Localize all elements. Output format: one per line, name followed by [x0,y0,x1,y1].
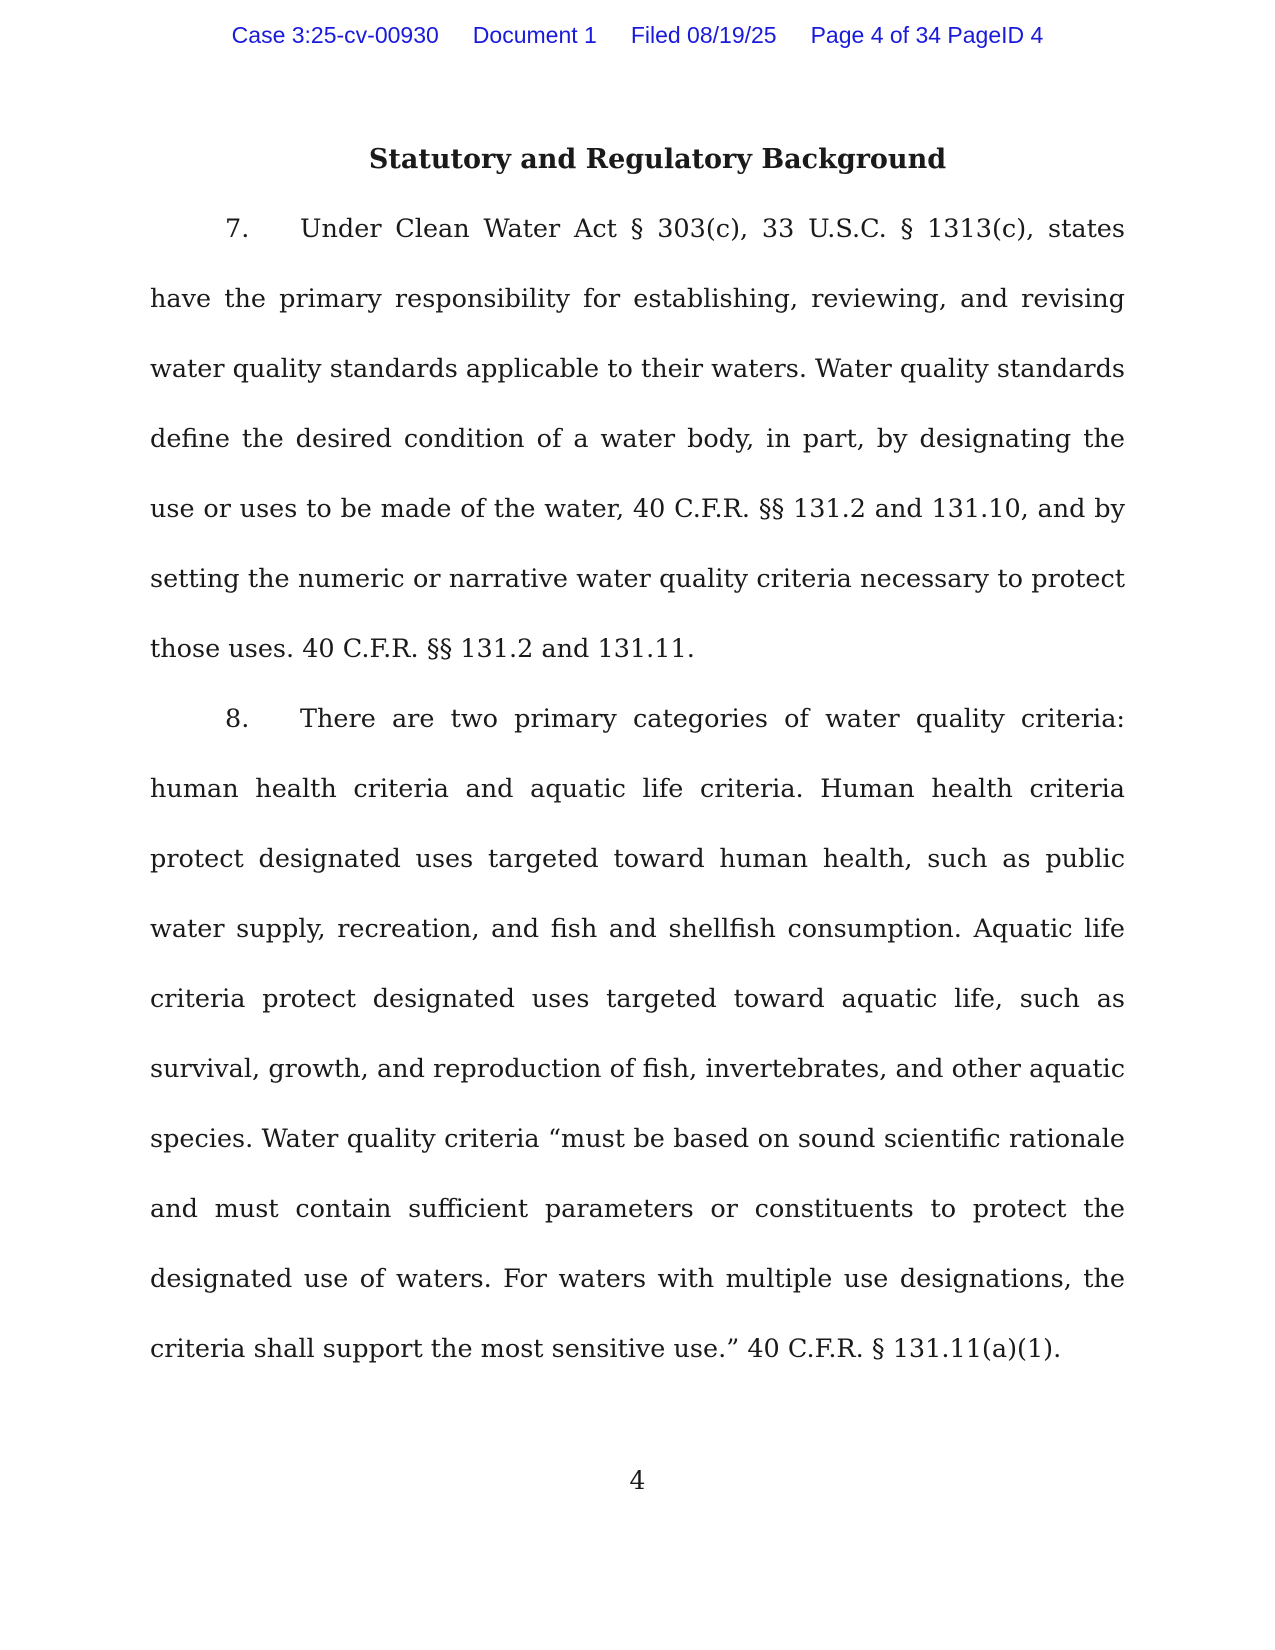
document-body [150,138,1125,1384]
paragraph-text: Under Clean Water Act § 303(c), 33 U.S.C. § 1313(c), states have the primary responsibility for establishing, reviewing, and revising water quality standards applicable to their waters. Water quality standards define the desired condition of a water body, in part, by designating the use or uses to be made of the water, 40 C.F.R. §§ 131.2 and 131.10, and by setting the numeric or narrative water quality criteria necessary to protect those uses. 40 C.F.R. §§ 131.2 and 131.11. [150,214,1125,664]
paragraph-number: 7. [225,214,250,244]
paragraph-7 [150,194,1125,684]
page-id: Page 4 of 34 PageID 4 [810,22,1044,48]
paragraph-8 [150,684,1125,1384]
page-number: 4 [629,1466,646,1495]
ecf-header-stamp [0,22,1275,49]
case-number: Case 3:25-cv-00930 [231,22,439,48]
section-heading: Statutory and Regulatory Background [368,144,947,175]
paragraph-text: There are two primary categories of water quality criteria: human health criteria and aquatic life criteria. Human health criteria protect designated uses targeted toward human health, such as public water supply, recreation, and fish and shellfish consumption. Aquatic life criteria protect designated uses targeted toward aquatic life, such as survival, growth, and reproduction of fish, invertebrates, and other aquatic species. Water quality criteria “must be based on sound scientific rationale and must contain sufficient parameters or constituents to protect the designated use of waters. For waters with multiple use designations, the criteria shall support the most sensitive use.” 40 C.F.R. § 131.11(a)(1). [150,704,1125,1364]
paragraph-number: 8. [225,704,250,734]
document-number: Document 1 [472,22,597,48]
filed-date: Filed 08/19/25 [630,22,777,48]
